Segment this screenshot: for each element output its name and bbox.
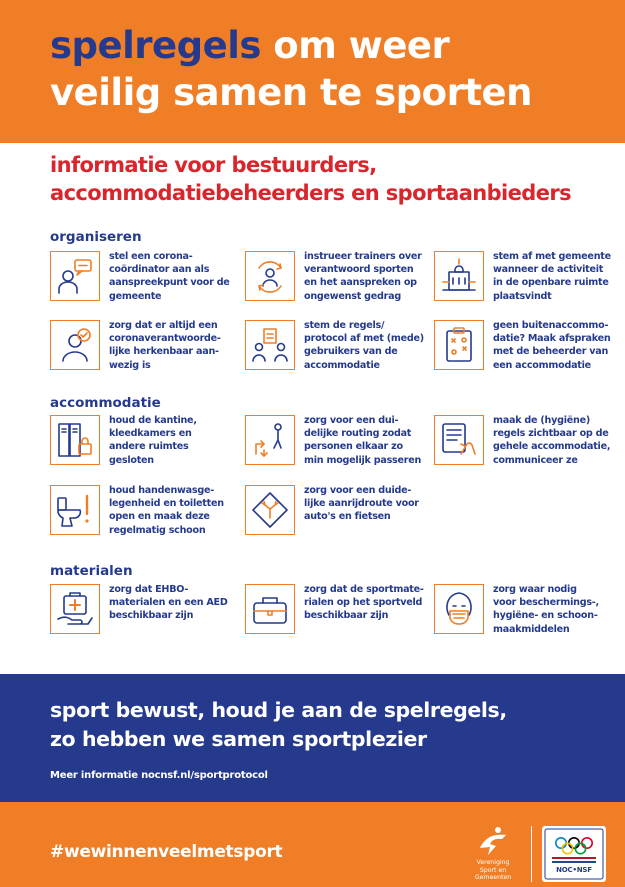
rule-item — [434, 415, 619, 471]
face-mask-icon — [434, 584, 484, 634]
rule-text: stem de regels/ protocol af met (mede) gebruikers van de accommodatie — [304, 320, 424, 371]
rule-text: zorg waar nodig voor beschermings-, hygiëne- en schoon- maakmiddelen — [493, 584, 599, 635]
rule-item — [50, 485, 235, 541]
more-info-link[interactable]: Meer informatie nocnsf.nl/sportprotocol — [50, 770, 268, 781]
rule-text: maak de (hygiëne) regels zichtbaar op de gehele accommodatie, communiceer ze — [493, 415, 611, 466]
noc-nsf-logo-text: NOC•NSF — [556, 866, 592, 874]
meeting-protocol-icon — [245, 320, 295, 370]
rule-item — [245, 251, 430, 307]
rule-item — [434, 584, 619, 640]
sports-bag-icon — [245, 584, 295, 634]
subtitle — [50, 151, 571, 207]
rule-item — [245, 485, 430, 541]
title-rest: om weer — [260, 24, 450, 67]
rule-item — [245, 415, 430, 471]
rule-text: stem af met gemeente wanneer de activiteit in de openbare ruimte plaatsvindt — [493, 251, 611, 302]
routing-arrows-icon — [245, 415, 295, 465]
rule-text: houd handenwasge- legenheid en toiletten open en maak deze regelmatig schoon — [109, 485, 224, 536]
rule-text: zorg voor een duide- lijke aanrijdroute voor auto's en fietsen — [304, 485, 419, 523]
locker-lock-icon — [50, 415, 100, 465]
rule-text: geen buitenaccommo- datie? Maak afspraken met de beheerder van een accommodatie — [493, 320, 611, 371]
rule-item — [50, 251, 235, 307]
rule-item — [245, 320, 430, 376]
section-title-organiseren: organiseren — [50, 229, 142, 245]
title-line2: veilig samen te sporten — [50, 71, 532, 114]
vsg-logo-text: Vereniging Sport en Gemeenten — [474, 859, 512, 881]
logo-divider — [531, 826, 532, 882]
runner-logo-icon — [476, 826, 510, 856]
vsg-logo — [462, 826, 524, 882]
rule-text: instrueer trainers over verantwoord sporten en het aanspreken op ongewenst gedrag — [304, 251, 422, 302]
title-accent: spelregels — [50, 24, 261, 67]
section-title-materialen: materialen — [50, 563, 133, 579]
first-aid-kit-icon — [50, 584, 100, 634]
rule-text: zorg voor een dui- delijke routing zodat personen elkaar zo min mogelijk passeren — [304, 415, 422, 466]
rule-item — [245, 584, 430, 640]
rule-item — [434, 320, 619, 376]
trainer-instruct-icon — [245, 251, 295, 301]
town-hall-icon — [434, 251, 484, 301]
coordinator-speech-icon — [50, 251, 100, 301]
tactics-clipboard-icon — [434, 320, 484, 370]
rule-item — [434, 251, 619, 307]
traffic-sign-icon — [245, 485, 295, 535]
rule-text: stel een corona- coördinator aan als aanspreekpunt voor de gemeente — [109, 251, 230, 302]
hygiene-rules-icon — [434, 415, 484, 465]
subtitle-line1: informatie voor bestuurders, — [50, 153, 377, 177]
subtitle-line2: accommodatiebeheerders en sportaanbieders — [50, 181, 572, 205]
rule-text: zorg dat er altijd een coronaverantwoorde- lijke herkenbaar aan- wezig is — [109, 320, 221, 371]
noc-nsf-logo — [542, 826, 606, 882]
rule-item — [50, 415, 235, 471]
responsible-person-check-icon — [50, 320, 100, 370]
section-title-accommodatie: accommodatie — [50, 395, 161, 411]
page-title — [50, 22, 532, 116]
rule-text: houd de kantine, kleedkamers en andere ruimtes gesloten — [109, 415, 197, 466]
rule-text: zorg dat EHBO- materialen en een AED beschikbaar zijn — [109, 584, 228, 622]
toilet-alert-icon — [50, 485, 100, 535]
slogan: sport bewust, houd je aan de spelregels, zo hebben we samen sportplezier — [50, 698, 507, 751]
rule-item — [50, 584, 235, 640]
rule-item — [50, 320, 235, 376]
rule-text: zorg dat de sportmate- rialen op het sportveld beschikbaar zijn — [304, 584, 424, 622]
hashtag: #wewinnenveelmetsport — [50, 842, 283, 862]
